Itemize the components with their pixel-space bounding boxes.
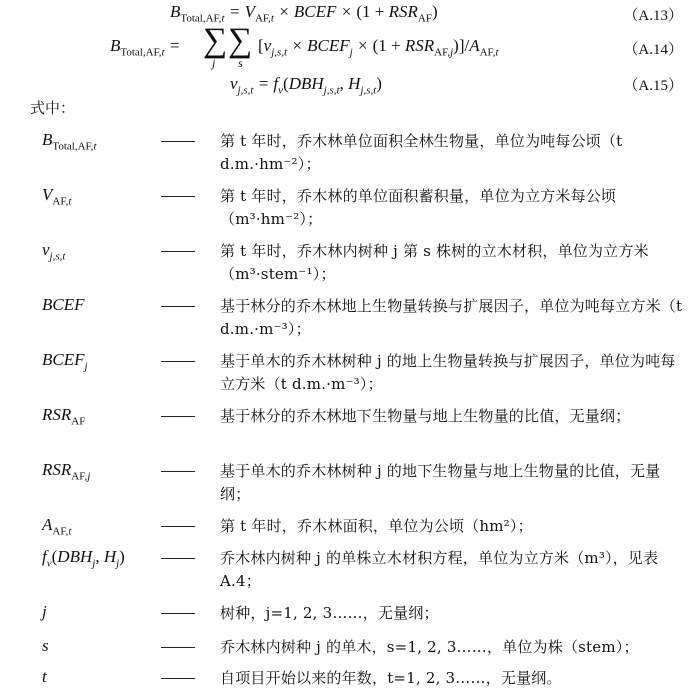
equation-number-a15: （A.15）	[623, 78, 683, 94]
definition-dash	[161, 251, 195, 252]
definition-symbol: $v_{j,s,t}$	[42, 240, 66, 263]
definition-dash	[161, 471, 195, 472]
definition-symbol: $RSR_{AF}$	[42, 405, 86, 428]
definition-text: 基于林分的乔木林地下生物量与地上生物量的比值，无量纲；	[220, 407, 631, 425]
definition-dash	[161, 558, 195, 559]
definition-symbol: t	[42, 667, 47, 686]
definition-dash	[161, 196, 195, 197]
equation-number-a13: （A.13）	[623, 8, 683, 24]
definition-text: 乔木林内树种 j 的单株立木材积方程，单位为立方米（m³），见表 A.4；	[220, 549, 664, 590]
definition-text: 乔木林内树种 j 的单木，s=1, 2, 3……，单位为株（stem）；	[220, 638, 639, 656]
definition-symbol: $B_{Total,AF,t}$	[42, 130, 97, 153]
definition-dash	[161, 526, 195, 527]
definition-text: 自项目开始以来的年数，t=1, 2, 3……，无量纲。	[220, 669, 562, 687]
definition-text: 树种，j=1, 2, 3……，无量纲；	[220, 604, 439, 622]
definition-dash	[161, 647, 195, 648]
definition-text: 第 t 年时，乔木林面积，单位为公顷（hm²）；	[220, 517, 533, 535]
definition-dash	[161, 361, 195, 362]
definition-symbol: s	[42, 636, 49, 655]
definition-text: 基于单木的乔木林树种 j 的地上生物量转换与扩展因子，单位为吨每立方米（t d.m.·m⁻³）；	[220, 352, 676, 393]
definition-dash	[161, 306, 195, 307]
definition-symbol: $A_{AF,t}$	[42, 515, 72, 538]
definition-dash	[161, 613, 195, 614]
definition-text: 第 t 年时，乔木林单位面积全林生物量，单位为吨每公顷（t d.m.·hm⁻²）；	[220, 132, 628, 173]
definition-symbol: $BCEF_j$	[42, 350, 88, 373]
where-label: 式中：	[30, 99, 76, 117]
definition-symbol: BCEF	[42, 295, 85, 314]
definition-symbol: $V_{AF,t}$	[42, 185, 72, 208]
definition-text: 基于单木的乔木林树种 j 的地下生物量与地上生物量的比值，无量纲；	[220, 462, 661, 503]
definition-dash	[161, 416, 195, 417]
equation-a13: $B_{Total,AF,t} = V_{AF,t}$ × BCEF × $(1 + RSR_{AF})$	[170, 2, 438, 25]
equation-a15: $v_{j,s,t} = f_v(DBH_{j,s,t}$, $H_{j,s,t}$)	[230, 74, 382, 97]
equation-number-a14: （A.14）	[623, 42, 683, 58]
definition-symbol: $f_v(DBH_j$, $H_j$)	[42, 547, 125, 570]
definition-dash	[161, 141, 195, 142]
definition-text: 基于林分的乔木林地上生物量转换与扩展因子，单位为吨每立方米（t d.m.·m⁻³）；	[220, 297, 688, 338]
definition-text: 第 t 年时，乔木林的单位面积蓄积量，单位为立方米每公顷（m³·hm⁻²）；	[220, 187, 617, 228]
definition-symbol: $RSR_{AF,j}$	[42, 460, 91, 483]
definition-dash	[161, 678, 195, 679]
definition-symbol: j	[42, 602, 47, 621]
definition-text: 第 t 年时，乔木林内树种 j 第 s 株树的立木材积，单位为立方米（m³·stem⁻¹）；	[220, 242, 649, 283]
